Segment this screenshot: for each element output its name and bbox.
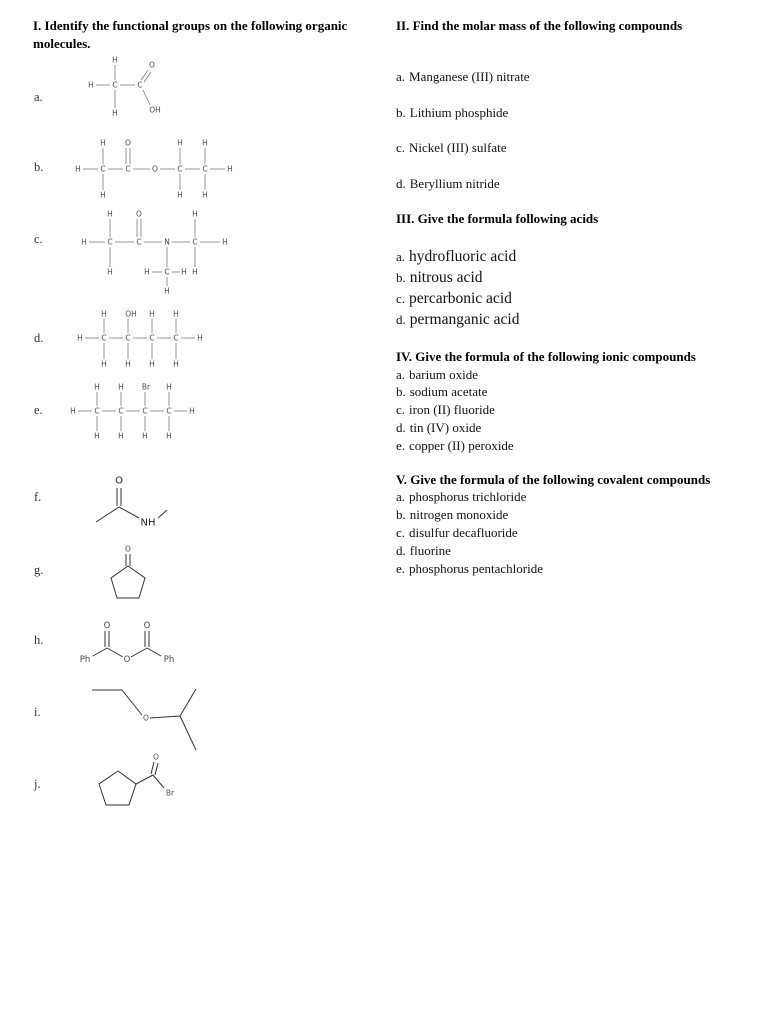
item-label: c. (396, 402, 406, 417)
atom-label: H (197, 333, 203, 343)
bond (119, 507, 139, 518)
molecule-h (80, 621, 175, 665)
item-text: hydrofluoric acid (409, 248, 517, 265)
atom-label: H (149, 359, 155, 369)
item-label: b. (396, 507, 406, 522)
atom-label: C (125, 164, 131, 174)
bond (150, 716, 180, 718)
atom-label: H (100, 138, 106, 148)
list-item (396, 402, 495, 418)
item-label: e. (396, 561, 406, 576)
atom-label: H (166, 431, 172, 441)
atom-label: H (94, 431, 100, 441)
bond (141, 70, 148, 80)
atom-label: H (192, 209, 198, 219)
item-text: iron (II) fluoride (409, 402, 495, 417)
atom-label: O (136, 209, 142, 219)
list-item (396, 248, 516, 266)
atom-label: O (123, 655, 131, 665)
atom-label: O (153, 752, 159, 762)
atom-label: H (177, 138, 183, 148)
molecule-g (111, 545, 145, 599)
atom-label: Ph (163, 655, 175, 665)
atom-label: H (81, 237, 87, 247)
atom-label: H (164, 286, 170, 296)
item-text: Beryllium nitride (409, 176, 500, 191)
atom-label: H (192, 267, 198, 277)
item-label: a. (396, 69, 406, 84)
item-label-h: h. (34, 633, 44, 647)
item-label-c: c. (34, 232, 43, 246)
list-item (396, 311, 519, 329)
atom-label: C (101, 333, 107, 343)
atom-label: H (173, 309, 179, 319)
atom-label: C (177, 164, 183, 174)
molecule-c (81, 210, 228, 296)
atom-label: H (202, 190, 208, 200)
item-text: Nickel (III) sulfate (409, 140, 507, 155)
atom-label: Br (165, 788, 175, 798)
bond (151, 762, 154, 774)
ring (111, 566, 145, 598)
atom-label: C (173, 333, 179, 343)
molecule-b (75, 139, 233, 200)
list-item (396, 367, 478, 383)
atom-label: C (166, 406, 172, 416)
atom-label: H (222, 237, 228, 247)
atom-label: H (77, 333, 83, 343)
atom-label: H (118, 431, 124, 441)
atom-label: H (202, 138, 208, 148)
item-label-d: d. (34, 331, 44, 345)
item-label: c. (396, 140, 406, 155)
atom-label: C (107, 237, 113, 247)
section-3-heading: III. Give the formula following acids (396, 211, 599, 226)
atom-label: C (137, 80, 143, 90)
atom-label: C (192, 237, 198, 247)
atom-label: H (177, 190, 183, 200)
list-item (396, 269, 483, 287)
molecule-e (70, 383, 195, 441)
item-label: d. (396, 543, 406, 558)
atom-label: N (164, 237, 170, 247)
atom-label: OH (149, 105, 161, 115)
atom-label: C (100, 164, 106, 174)
atom-label: C (164, 267, 170, 277)
item-text: fluorine (409, 543, 451, 558)
atom-label: C (202, 164, 208, 174)
list-item (396, 489, 526, 505)
item-text: sodium acetate (409, 384, 488, 399)
bond (131, 648, 147, 657)
item-label-a: a. (34, 90, 43, 104)
section-1-heading: I. Identify the functional groups on the following organic molecules. (33, 18, 348, 51)
list-item (396, 420, 481, 436)
item-label-b: b. (34, 160, 44, 174)
list-item (396, 525, 518, 541)
item-label: d. (396, 312, 406, 327)
atom-label: H (125, 359, 131, 369)
atom-label: H (101, 309, 107, 319)
item-label: d. (396, 176, 406, 191)
item-text: tin (IV) oxide (409, 420, 482, 435)
item-text: disulfur decafluoride (409, 525, 518, 540)
list-item (396, 438, 514, 454)
item-label: a. (396, 249, 406, 264)
list-item (396, 176, 500, 192)
molecule-drawings (0, 0, 380, 830)
atom-label: C (94, 406, 100, 416)
item-text: Manganese (III) nitrate (409, 69, 530, 84)
list-item (396, 507, 508, 523)
item-text: copper (II) peroxide (409, 438, 514, 453)
atom-label: H (142, 431, 148, 441)
list-item (396, 384, 487, 400)
atom-label: H (70, 406, 76, 416)
atom-label: H (100, 190, 106, 200)
atom-label: H (107, 209, 113, 219)
atom-label: NH (140, 517, 156, 529)
list-item (396, 561, 543, 577)
atom-label: O (115, 475, 123, 487)
bond (143, 90, 150, 105)
atom-label: H (166, 382, 172, 392)
atom-label: Ph (79, 655, 91, 665)
list-item (396, 69, 530, 85)
section-4-heading: IV. Give the formula of the following ionic compounds (396, 349, 696, 364)
bond (180, 716, 196, 750)
atom-label: H (101, 359, 107, 369)
item-text: phosphorus trichloride (409, 489, 527, 504)
bond (155, 763, 158, 775)
list-item (396, 290, 512, 308)
item-label: c. (396, 525, 406, 540)
atom-label: O (125, 544, 131, 554)
bond (93, 648, 107, 656)
atom-label: C (136, 237, 142, 247)
item-text: nitrous acid (409, 269, 483, 286)
atom-label: H (173, 359, 179, 369)
bond (136, 775, 153, 784)
atom-label: OH (125, 309, 137, 319)
molecule-f (96, 476, 167, 529)
atom-label: H (149, 309, 155, 319)
bond (180, 689, 196, 716)
bond (147, 648, 161, 656)
atom-label: C (142, 406, 148, 416)
section-2-heading: II. Find the molar mass of the following compounds (396, 18, 683, 33)
atom-label: C (118, 406, 124, 416)
atom-label: O (143, 713, 149, 723)
item-label: c. (396, 291, 406, 306)
atom-label: C (149, 333, 155, 343)
atom-label: H (75, 164, 81, 174)
item-label-e: e. (34, 403, 43, 417)
item-text: Lithium phosphide (409, 105, 509, 120)
item-text: nitrogen monoxide (409, 507, 509, 522)
atom-label: C (125, 333, 131, 343)
molecule-d (77, 310, 203, 369)
atom-label: H (88, 80, 94, 90)
list-item (396, 105, 508, 121)
bond (122, 690, 142, 715)
item-text: percarbonic acid (409, 290, 512, 307)
molecule-a (88, 56, 161, 118)
item-label: b. (396, 270, 406, 285)
item-text: barium oxide (409, 367, 478, 382)
list-item (396, 543, 451, 559)
atom-label: H (189, 406, 195, 416)
atom-label: O (103, 621, 111, 631)
item-label: b. (396, 384, 406, 399)
atom-label: H (107, 267, 113, 277)
atom-label: C (112, 80, 118, 90)
item-label-j: j. (34, 777, 41, 791)
bond (158, 510, 167, 518)
atom-label: O (125, 138, 131, 148)
item-label-g: g. (34, 563, 44, 577)
atom-label: H (112, 108, 118, 118)
ring (99, 771, 136, 805)
atom-label: H (144, 267, 150, 277)
atom-label: H (118, 382, 124, 392)
molecule-i (92, 689, 196, 750)
item-label: a. (396, 489, 406, 504)
item-label: d. (396, 420, 406, 435)
atom-label: O (143, 621, 151, 631)
item-label-f: f. (34, 490, 42, 504)
item-label: b. (396, 105, 406, 120)
section-5-heading: V. Give the formula of the following covalent compounds (396, 472, 711, 487)
molecule-j (99, 753, 175, 806)
bond (144, 72, 151, 82)
item-label: e. (396, 438, 406, 453)
bond (153, 775, 164, 788)
list-item (396, 140, 506, 156)
atom-label: Br (141, 382, 151, 392)
item-text: phosphorus pentachloride (409, 561, 543, 576)
atom-label: O (152, 164, 158, 174)
bond (96, 507, 119, 522)
atom-label: H (112, 55, 118, 65)
item-label-i: i. (34, 705, 41, 719)
atom-label: H (227, 164, 233, 174)
bond (107, 648, 123, 657)
atom-label: H (94, 382, 100, 392)
atom-label: O (149, 60, 155, 70)
item-label: a. (396, 367, 406, 382)
item-text: permanganic acid (409, 311, 520, 328)
atom-label: H (181, 267, 187, 277)
